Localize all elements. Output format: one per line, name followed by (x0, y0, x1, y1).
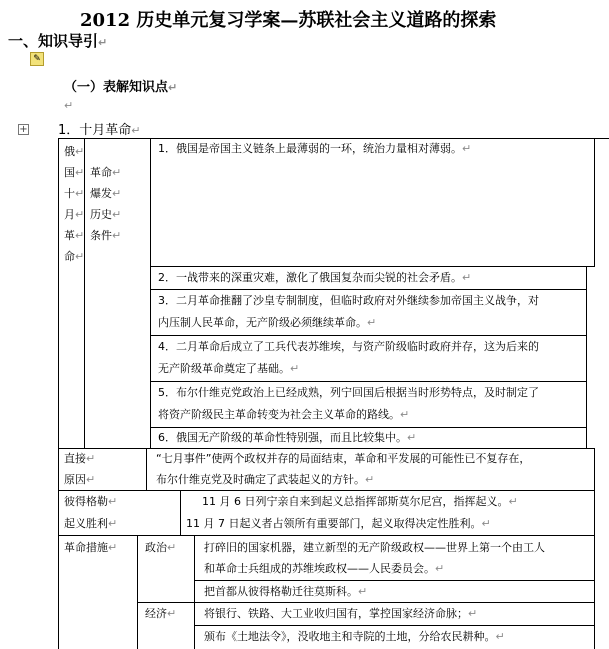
note-anchor-icon[interactable]: ✎ (30, 52, 44, 66)
condition-item-5: 5．布尔什维克党政治上已经成熟，列宁回国后根据当时形势特点，及时制定了 (158, 386, 539, 399)
condition-item-4-cont: 无产阶级革命奠定了基础。↵ (158, 362, 300, 375)
direct-cause-label: 直接↵ (64, 452, 96, 465)
condition-item-1: 1．俄国是帝国主义链条上最薄弱的一环，统治力量相对薄弱。↵ (158, 142, 472, 155)
cell-russia-char: 命↵ (64, 250, 85, 263)
politics-text: 和革命士兵组成的苏维埃政权——人民委员会。↵ (204, 562, 445, 575)
cell-russia-char: 俄↵ (64, 145, 85, 158)
paragraph-mark: ↵ (64, 99, 74, 112)
cell-condition-label: 历史↵ (90, 208, 122, 221)
condition-item-2: 2．一战带来的深重灾难，激化了俄国复杂而尖锐的社会矛盾。↵ (158, 271, 472, 284)
uprising-text: 11 月 7 日起义者占领所有重要部门，起义取得决定性胜利。↵ (186, 517, 491, 530)
condition-item-4: 4．二月革命后成立了工兵代表苏维埃，与资产阶级临时政府并存，这为后来的 (158, 340, 539, 353)
cell-russia-char: 革↵ (64, 229, 85, 242)
cell-condition-label: 革命↵ (90, 166, 122, 179)
uprising-label: 起义胜利↵ (64, 517, 118, 530)
politics-text: 把首都从彼得格勒迁往莫斯科。↵ (204, 585, 368, 598)
condition-item-6: 6．俄国无产阶级的革命性特别强，而且比较集中。↵ (158, 431, 417, 444)
cell-condition-label: 条件↵ (90, 229, 122, 242)
page-title: 2012 历史单元复习学案—苏联社会主义道路的探索 (80, 10, 497, 31)
subsection-heading: （一）表解知识点↵ (64, 80, 178, 95)
cell-condition-label: 爆发↵ (90, 187, 122, 200)
cell-russia-char: 国↵ (64, 166, 85, 179)
economy-text: 将银行、铁路、大工业收归国有，掌控国家经济命脉；↵ (204, 607, 478, 620)
cell-russia-char: 月↵ (64, 208, 85, 221)
item-heading: 1．十月革命↵ (58, 123, 141, 138)
direct-cause-text: “七月事件”使两个政权并存的局面结束，革命和平发展的可能性已不复存在， (156, 452, 531, 465)
section-heading: 一、知识导引↵ (8, 32, 108, 50)
cell-russia-char: 十↵ (64, 187, 85, 200)
direct-cause-text: 布尔什维克党及时确定了武装起义的方针。↵ (156, 473, 375, 486)
measures-label: 革命措施↵ (64, 541, 118, 554)
table-move-handle-icon[interactable]: + (19, 124, 28, 135)
condition-item-5-cont: 将资产阶级民主革命转变为社会主义革命的路线。↵ (158, 408, 410, 421)
economy-label: 经济↵ (145, 607, 177, 620)
direct-cause-label: 原因↵ (64, 473, 96, 486)
politics-text: 打碎旧的国家机器，建立新型的无产阶级政权——世界上第一个由工人 (204, 541, 545, 554)
condition-item-3: 3．二月革命推翻了沙皇专制制度，但临时政府对外继续参加帝国主义战争，对 (158, 294, 539, 307)
uprising-text: 11 月 6 日列宁亲自来到起义总指挥部斯莫尔尼宫，指挥起义。↵ (202, 495, 518, 508)
uprising-label: 彼得格勒↵ (64, 495, 118, 508)
condition-item-3-cont: 内压制人民革命，无产阶级必须继续革命。↵ (158, 316, 377, 329)
politics-label: 政治↵ (145, 541, 177, 554)
economy-text: 颁布《土地法令》，没收地主和寺院的土地，分给农民耕种。↵ (204, 630, 505, 643)
